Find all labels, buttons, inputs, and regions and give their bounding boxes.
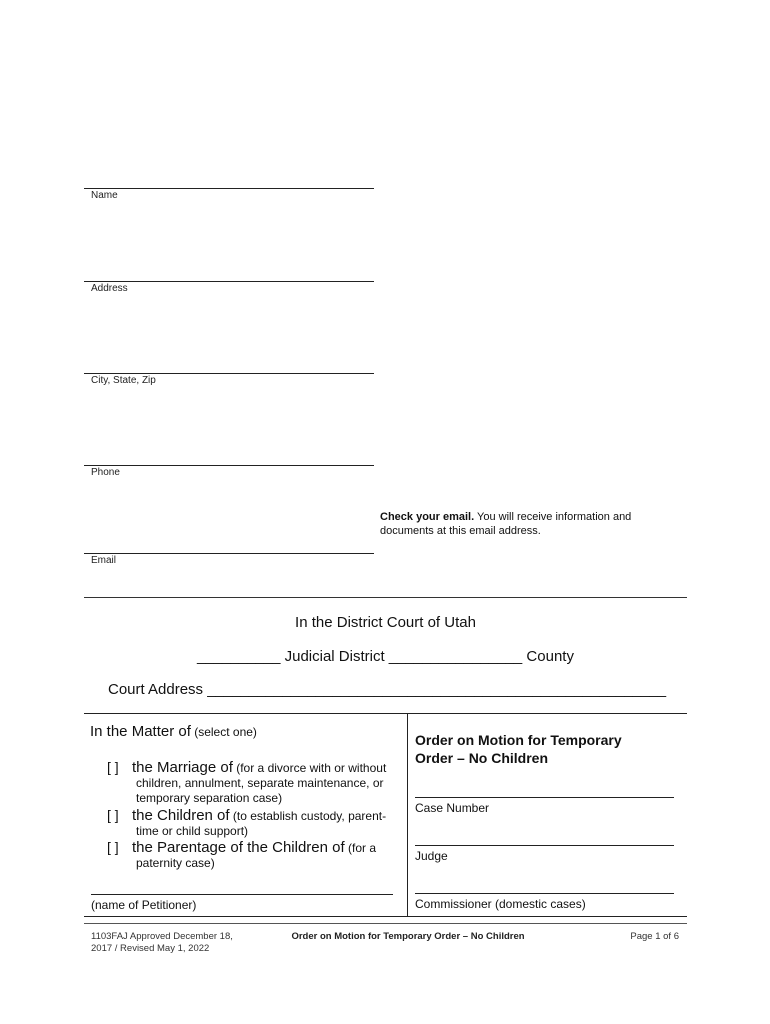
caption-divider xyxy=(407,714,408,917)
option-marriage[interactable] xyxy=(107,760,407,806)
option-parentage[interactable] xyxy=(107,840,407,871)
court-address-line[interactable]: Court Address _______________________________________________________ xyxy=(108,681,667,698)
form-id xyxy=(91,931,233,955)
commissioner-line[interactable] xyxy=(415,893,674,894)
address-line[interactable] xyxy=(84,281,374,282)
matter-label: In the Matter of xyxy=(90,723,191,740)
case-number-line[interactable] xyxy=(415,797,674,798)
email-notice-bold: Check your email. xyxy=(380,511,475,523)
marriage-checkbox[interactable]: [ ] xyxy=(107,759,119,775)
petitioner-line[interactable] xyxy=(91,894,393,895)
order-title-line1: Order on Motion for Temporary xyxy=(415,732,622,748)
order-title-line2: Order – No Children xyxy=(415,750,549,766)
marriage-hint-rest: children, annulment, separate maintenance, or temporary separation case) xyxy=(136,776,384,805)
caption-top-border xyxy=(84,713,687,714)
children-hint-rest: time or child support) xyxy=(136,824,249,838)
phone-label: Phone xyxy=(91,467,120,478)
parentage-hint-rest: paternity case) xyxy=(136,856,215,870)
judicial-district-line[interactable]: __________ Judicial District ________________ County xyxy=(197,648,574,665)
email-line[interactable] xyxy=(84,553,374,554)
email-notice xyxy=(380,510,660,538)
children-checkbox[interactable]: [ ] xyxy=(107,807,119,823)
email-label: Email xyxy=(91,555,117,566)
option-children[interactable] xyxy=(107,808,407,839)
judge-label: Judge xyxy=(415,849,448,863)
footer-title: Order on Motion for Temporary Order – No Children xyxy=(291,931,525,942)
case-number-label: Case Number xyxy=(415,801,490,815)
matter-hint: (select one) xyxy=(190,725,257,739)
parentage-hint-first: (for a xyxy=(344,841,376,855)
order-title xyxy=(415,731,622,767)
parentage-checkbox[interactable]: [ ] xyxy=(107,839,119,855)
marriage-lead: the Marriage of xyxy=(132,759,233,776)
judge-line[interactable] xyxy=(415,845,674,846)
form-id-line1: 1103FAJ Approved December 18, xyxy=(91,931,233,942)
page-number: Page 1 of 6 xyxy=(630,931,679,942)
phone-line[interactable] xyxy=(84,465,374,466)
parentage-lead: the Parentage of the Children of xyxy=(132,839,345,856)
marriage-hint-first: (for a divorce with or without xyxy=(232,761,387,775)
name-label: Name xyxy=(91,190,118,201)
city-state-zip-line[interactable] xyxy=(84,373,374,374)
city-state-zip-label: City, State, Zip xyxy=(91,375,156,386)
email-notice-text: You will receive information and documents at this email address. xyxy=(380,511,632,537)
caption-bottom-border xyxy=(84,916,687,917)
section-divider xyxy=(84,597,687,598)
footer-rule xyxy=(84,923,687,924)
commissioner-label: Commissioner (domestic cases) xyxy=(415,897,586,911)
matter-heading xyxy=(90,723,257,740)
name-line[interactable] xyxy=(84,188,374,189)
form-id-line2: 2017 / Revised May 1, 2022 xyxy=(91,943,210,954)
children-hint-first: (to establish custody, parent- xyxy=(229,809,387,823)
children-lead: the Children of xyxy=(132,807,230,824)
court-title: In the District Court of Utah xyxy=(295,614,476,631)
petitioner-label: (name of Petitioner) xyxy=(91,898,197,912)
address-label: Address xyxy=(91,283,128,294)
